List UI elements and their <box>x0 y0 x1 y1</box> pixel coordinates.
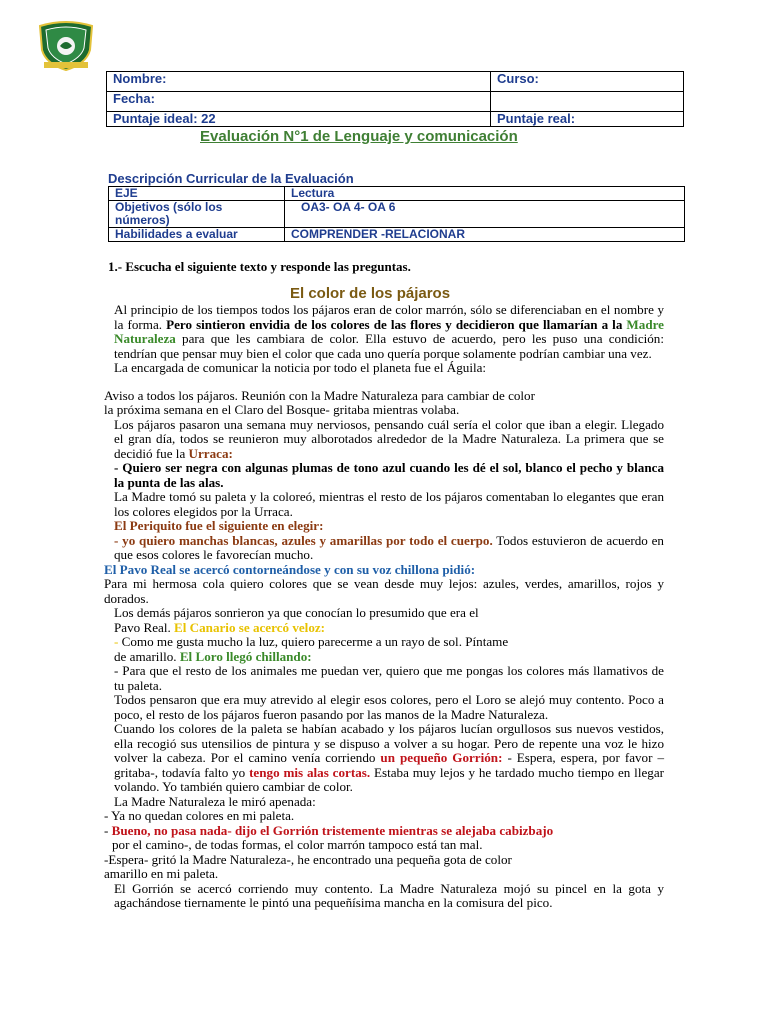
paragraph: Aviso a todos los pájaros. Reunión con la Madre Naturaleza para cambiar de color <box>104 387 535 403</box>
paragraph: Los demás pájaros sonrieron ya que conocían lo presumido que era el <box>114 605 479 620</box>
paragraph: Cuando los colores de la paleta se habían acabado y los pájaros lucían orgullosos sus nuevos vestidos, ella recogió sus utensilios de pintura y se dispuso a volver a su hogar. Pero de repente una voz le hizo volver la cabeza. Por el camino venía corriendo un pequeño Gorrión: - Espera, espera, por favor – gritaba-, todavía falto yo tengo mis alas cortas. Estaba muy lejos y he tardado mucho tiempo en llegar volando. Yo también quiero cambiar de color. <box>114 721 664 794</box>
nombre-field: Nombre: <box>107 72 491 92</box>
paragraph: por el camino-, de todas formas, el color marrón tampoco está tan mal. <box>112 837 483 852</box>
paragraph: la próxima semana en el Claro del Bosque- gritaba mientras volaba. <box>104 402 460 417</box>
paragraph: - Bueno, no pasa nada- dijo el Gorrión tristemente mientras se alejaba cabizbajo <box>104 822 554 838</box>
paragraph: Todos pensaron que era muy atrevido al elegir esos colores, pero el Loro se alejó muy contento. Poco a poco, el resto de los pájaros fueron pasando por las manos de la Madre Naturaleza. <box>114 692 664 722</box>
curriculum-key: Objetivos (sólo los números) <box>109 201 285 228</box>
curriculum-key: Habilidades a evaluar <box>109 228 285 242</box>
question-1: 1.- Escucha el siguiente texto y responde las preguntas. <box>108 259 411 274</box>
paragraph: La Madre tomó su paleta y la coloreó, mientras el resto de los pájaros comentaban lo elegantes que eran los colores elegidos por la Urraca. <box>114 489 664 519</box>
curriculum-table <box>108 186 685 242</box>
paragraph: El Pavo Real se acercó contorneándose y con su voz chillona pidió: <box>104 561 476 577</box>
paragraph: Al principio de los tiempos todos los pájaros eran de color marrón, sólo se diferenciaban en el nombre y la forma. Pero sintieron envidia de los colores de las flores y decidieron que llamarían a la Madre Naturaleza para que les cambiara de color. Ella estuvo de acuerdo, pero les puso una condición: tendrían que pensar muy bien el color que cada uno quería porque solamente podrían cambiar una vez. <box>114 302 664 361</box>
paragraph: - Como me gusta mucho la luz, quiero parecerme a un rayo de sol. Píntame <box>114 634 509 649</box>
fecha-field: Fecha: <box>107 92 491 112</box>
story-text <box>104 303 664 911</box>
story-title: El color de los pájaros <box>290 285 451 302</box>
paragraph: -Espera- gritó la Madre Naturaleza-, he encontrado una pequeña gota de color <box>104 851 512 867</box>
paragraph: El Gorrión se acercó corriendo muy contento. La Madre Naturaleza mojó su pincel en la gota y agachándose tiernamente le pintó una pequeñísima mancha en la comisura del pico. <box>114 880 664 910</box>
paragraph: de amarillo. El Loro llegó chillando: <box>114 648 312 664</box>
puntaje-real-field: Puntaje real: <box>491 112 684 127</box>
puntaje-ideal-field: Puntaje ideal: 22 <box>107 112 491 127</box>
empty-cell <box>491 92 684 112</box>
school-crest-logo <box>36 20 96 72</box>
paragraph: - Quiero ser negra con algunas plumas de tono azul cuando les dé el sol, blanco el pecho y blanca la punta de las alas. <box>114 460 664 490</box>
paragraph: El Periquito fue el siguiente en elegir: <box>114 518 324 533</box>
paragraph: - Para que el resto de los animales me puedan ver, quiero que me pongas los colores más llamativos de tu paleta. <box>114 663 664 693</box>
paragraph: - yo quiero manchas blancas, azules y amarillas por todo el cuerpo. Todos estuvieron de acuerdo en que esos colores le favorecían mucho. <box>114 532 664 562</box>
paragraph: Los pájaros pasaron una semana muy nerviosos, pensando cuál sería el color que iban a elegir. Llegado el gran día, todos se reunieron muy alborotados alrededor de la Madre Naturaleza. La primera que se decidió fue la Urraca: <box>114 416 664 461</box>
paragraph: amarillo en mi paleta. <box>104 866 219 881</box>
curso-field: Curso: <box>491 72 684 92</box>
curriculum-heading: Descripción Curricular de la Evaluación <box>108 171 354 186</box>
paragraph: La encargada de comunicar la noticia por todo el planeta fue el Águila: <box>114 360 487 375</box>
curriculum-value: COMPRENDER -RELACIONAR <box>285 228 685 242</box>
paragraph: - Ya no quedan colores en mi paleta. <box>104 808 295 823</box>
page-title: Evaluación N°1 de Lenguaje y comunicación <box>200 128 518 145</box>
student-info-table <box>106 71 684 127</box>
curriculum-value: OA3- OA 4- OA 6 <box>285 201 685 228</box>
curriculum-key: EJE <box>109 187 285 201</box>
paragraph: Para mi hermosa cola quiero colores que se vean desde muy lejos: azules, verdes, amarillos, rojos y dorados. <box>104 576 664 606</box>
paragraph: Pavo Real. El Canario se acercó veloz: <box>114 619 326 635</box>
curriculum-value: Lectura <box>285 187 685 201</box>
paragraph: La Madre Naturaleza le miró apenada: <box>114 793 316 809</box>
